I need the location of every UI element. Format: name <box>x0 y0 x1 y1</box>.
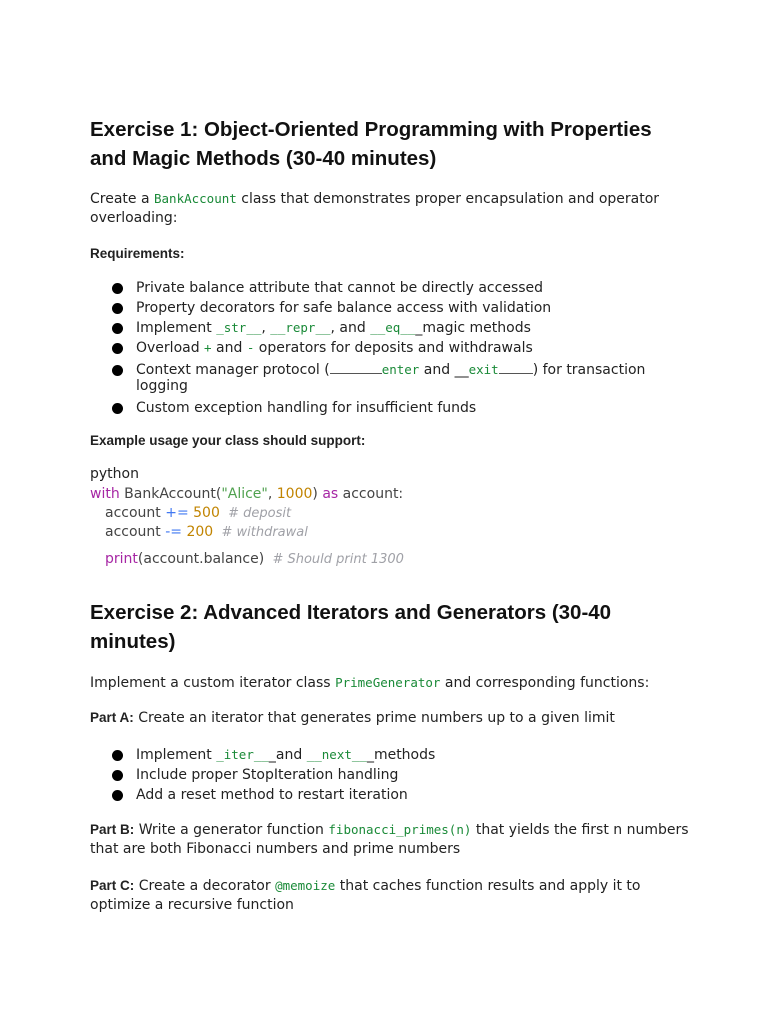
list-item: Add a reset method to restart iteration <box>112 787 672 803</box>
code-language: python <box>90 466 139 482</box>
list-item: Custom exception handling for insufficient funds <box>112 400 672 416</box>
part-c: Part C: Create a decorator @memoize that caches function results and apply it to optimize a recursive function <box>90 878 641 913</box>
bullet-icon <box>112 365 123 376</box>
part-a-list <box>112 747 672 807</box>
part-b: Part B: Write a generator function fibonacci_primes(n) that yields the first n numbers that are both Fibonacci numbers and prime numbers <box>90 822 689 857</box>
exercise-1-title: Exercise 1: Object-Oriented Programming with Properties and Magic Methods (30-40 minutes) <box>90 118 652 170</box>
exercise-2-title: Exercise 2: Advanced Iterators and Generators (30-40 minutes) <box>90 601 612 653</box>
code-line-3: account -= 200 # withdrawal <box>105 524 308 540</box>
bullet-icon <box>112 323 123 334</box>
list-item: Implement _iter___and __next___methods <box>112 747 672 763</box>
code-line-2: account += 500 # deposit <box>105 505 292 521</box>
exercise-2-intro: Implement a custom iterator class PrimeGenerator and corresponding functions: <box>90 675 650 691</box>
intro-text: Create a <box>90 191 154 207</box>
bullet-icon <box>112 343 123 354</box>
bullet-icon <box>112 770 123 781</box>
list-item: Private balance attribute that cannot be directly accessed <box>112 280 672 296</box>
code-line-4: print(account.balance) # Should print 1300 <box>105 551 404 567</box>
requirements-label: Requirements: <box>90 246 185 261</box>
part-a: Part A: Create an iterator that generates prime numbers up to a given limit <box>90 710 615 726</box>
bullet-icon <box>112 790 123 801</box>
requirements-list <box>112 280 672 420</box>
bullet-icon <box>112 403 123 414</box>
class-name-code: BankAccount <box>154 191 237 206</box>
bullet-icon <box>112 283 123 294</box>
bullet-icon <box>112 303 123 314</box>
list-item: Include proper StopIteration handling <box>112 767 672 783</box>
list-item: Overload + and - operators for deposits and withdrawals <box>112 340 672 356</box>
code-line-1: with BankAccount("Alice", 1000) as account: <box>90 486 404 502</box>
list-item: Implement _str__, __repr__, and __eq___magic methods <box>112 320 672 336</box>
intro-text-cont: class that demonstrates proper encapsulation and operator overloading: <box>90 191 660 226</box>
example-label: Example usage your class should support: <box>90 433 366 448</box>
list-item: Property decorators for safe balance access with validation <box>112 300 672 316</box>
bullet-icon <box>112 750 123 761</box>
list-item: Context manager protocol ( enter and __exit ) for transaction logging <box>112 362 672 394</box>
exercise-1-intro <box>90 189 690 228</box>
